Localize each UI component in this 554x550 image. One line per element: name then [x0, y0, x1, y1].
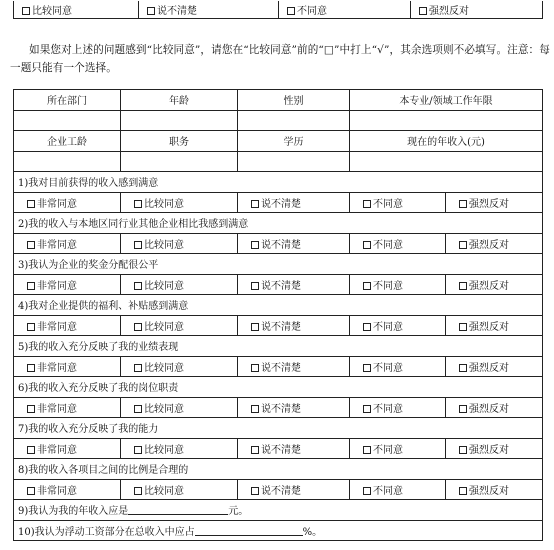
checkbox[interactable] — [134, 200, 142, 208]
input-annual-income[interactable] — [350, 151, 543, 172]
answer-row — [14, 356, 543, 377]
option-cell[interactable] — [238, 274, 350, 295]
option-cell[interactable] — [14, 274, 121, 295]
option-cell[interactable] — [350, 479, 446, 500]
option-label: 非常同意 — [37, 362, 77, 374]
option-cell[interactable] — [14, 356, 121, 377]
option-cell[interactable] — [446, 479, 543, 500]
option-label: 比较同意 — [144, 321, 184, 333]
option-label: 强烈反对 — [469, 198, 509, 210]
info-header-row — [14, 90, 543, 111]
checkbox[interactable] — [251, 282, 259, 290]
question-text: 3)我认为企业的奖金分配很公平 — [14, 254, 543, 275]
checkbox[interactable] — [287, 7, 295, 15]
option-label: 比较同意 — [144, 362, 184, 374]
checkbox[interactable] — [363, 241, 371, 249]
option-label: 不同意 — [373, 198, 403, 210]
option-label: 说不清楚 — [261, 321, 301, 333]
option-cell[interactable] — [238, 192, 350, 213]
option-cell[interactable] — [238, 479, 350, 500]
floating-pay-percent-blank[interactable] — [195, 525, 303, 536]
checkbox[interactable] — [363, 200, 371, 208]
checkbox[interactable] — [363, 446, 371, 454]
option-label: 强烈反对 — [469, 280, 509, 292]
input-gender[interactable] — [238, 110, 350, 131]
option-cell[interactable] — [121, 479, 238, 500]
option-cell[interactable] — [14, 438, 121, 459]
checkbox[interactable] — [459, 282, 467, 290]
input-company-years[interactable] — [14, 151, 121, 172]
checkbox[interactable] — [251, 323, 259, 331]
checkbox[interactable] — [363, 282, 371, 290]
checkbox[interactable] — [251, 200, 259, 208]
question-10-row — [14, 520, 543, 541]
question-10-text: 10)我认为浮动工资部分在总收入中应占 — [18, 526, 195, 538]
question-text: 2)我的收入与本地区同行业其他企业相比我感到满意 — [14, 213, 543, 234]
option-cell[interactable] — [446, 356, 543, 377]
option-cell[interactable] — [121, 192, 238, 213]
question-text: 8)我的收入各项目之间的比例是合理的 — [14, 459, 543, 480]
checkbox[interactable] — [22, 7, 30, 15]
checkbox[interactable] — [419, 7, 427, 15]
option-cell[interactable] — [238, 356, 350, 377]
option-cell[interactable] — [121, 397, 238, 418]
option-label: 不同意 — [373, 280, 403, 292]
option-label: 说不清楚 — [261, 362, 301, 374]
option-cell[interactable] — [14, 315, 121, 336]
question-9-text: 9)我认为我的年收入应是 — [18, 506, 129, 518]
option-cell[interactable] — [121, 274, 238, 295]
header-company-years: 企业工龄 — [14, 131, 121, 152]
previous-question-options — [13, 1, 543, 19]
question-text: 7)我的收入充分反映了我的能力 — [14, 418, 543, 439]
option-label: 说不清楚 — [261, 485, 301, 497]
option-cell[interactable] — [446, 438, 543, 459]
option-label: 不同意 — [373, 444, 403, 456]
option-label: 比较同意 — [144, 198, 184, 210]
instructions: 如果您对上述的问题感到“比较同意”，请您在“比较同意”前的“□”中打上“√”，其余选项则不必填写。注意：每一题只能有一个选择。 — [10, 44, 550, 74]
option-label: 强烈反对 — [469, 403, 509, 415]
option-label: 说不清楚 — [261, 280, 301, 292]
option-label: 比较同意 — [144, 485, 184, 497]
question-text: 6)我的收入充分反映了我的岗位职责 — [14, 377, 543, 398]
option-label: 比较同意 — [144, 403, 184, 415]
checkbox[interactable] — [251, 364, 259, 372]
question-9-row — [14, 500, 543, 521]
option-cell[interactable] — [238, 438, 350, 459]
answer-row — [14, 233, 543, 254]
answer-row — [14, 274, 543, 295]
option-label: 非常同意 — [37, 403, 77, 415]
option-cell[interactable] — [14, 397, 121, 418]
question-9 — [14, 500, 543, 521]
option-label: 不同意 — [373, 403, 403, 415]
checkbox[interactable] — [27, 200, 35, 208]
option-cell[interactable] — [238, 397, 350, 418]
answer-row — [14, 397, 543, 418]
checkbox[interactable] — [459, 446, 467, 454]
checkbox[interactable] — [134, 282, 142, 290]
checkbox[interactable] — [459, 364, 467, 372]
checkbox[interactable] — [27, 364, 35, 372]
option-cell[interactable] — [350, 192, 446, 213]
option-label: 非常同意 — [37, 239, 77, 251]
option-label: 非常同意 — [37, 321, 77, 333]
option-cell[interactable] — [14, 233, 121, 254]
question-10-suffix: %。 — [302, 526, 323, 538]
option-label: 非常同意 — [37, 485, 77, 497]
option-cell[interactable] — [14, 1, 139, 19]
option-label: 比较同意 — [144, 239, 184, 251]
input-department[interactable] — [14, 110, 121, 131]
checkbox[interactable] — [459, 405, 467, 413]
header-position: 职务 — [121, 131, 238, 152]
checkbox[interactable] — [27, 487, 35, 495]
checkbox[interactable] — [363, 487, 371, 495]
option-label: 强烈反对 — [469, 485, 509, 497]
option-cell[interactable] — [350, 438, 446, 459]
question-text: 1)我对目前获得的收入感到满意 — [14, 172, 543, 193]
option-label: 强烈反对 — [469, 444, 509, 456]
option-label: 强烈反对 — [469, 321, 509, 333]
checkbox[interactable] — [27, 241, 35, 249]
option-cell[interactable] — [139, 1, 279, 19]
option-cell[interactable] — [446, 192, 543, 213]
header-work-years: 本专业/领域工作年限 — [350, 90, 543, 111]
option-cell[interactable] — [238, 233, 350, 254]
option-label: 说不清楚 — [261, 198, 301, 210]
option-label: 不同意 — [373, 485, 403, 497]
header-department: 所在部门 — [14, 90, 121, 111]
option-label: 说不清楚 — [261, 444, 301, 456]
header-education: 学历 — [238, 131, 350, 152]
option-cell[interactable] — [279, 1, 411, 19]
checkbox[interactable] — [134, 487, 142, 495]
option-label: 比较同意 — [144, 280, 184, 292]
info-input-row — [14, 110, 543, 131]
checkbox[interactable] — [134, 364, 142, 372]
checkbox[interactable] — [251, 405, 259, 413]
header-annual-income: 现在的年收入(元) — [350, 131, 543, 152]
header-gender: 性别 — [238, 90, 350, 111]
checkbox[interactable] — [363, 323, 371, 331]
answer-row — [14, 192, 543, 213]
option-cell[interactable] — [121, 438, 238, 459]
question-10 — [14, 520, 543, 541]
checkbox[interactable] — [134, 446, 142, 454]
checkbox[interactable] — [459, 487, 467, 495]
option-label: 非常同意 — [37, 280, 77, 292]
checkbox[interactable] — [134, 323, 142, 331]
question-9-suffix: 元。 — [228, 506, 249, 518]
option-label: 说不清楚 — [261, 403, 301, 415]
option-label: 强烈反对 — [429, 6, 469, 17]
option-label: 强烈反对 — [469, 362, 509, 374]
checkbox[interactable] — [27, 323, 35, 331]
option-cell[interactable] — [446, 397, 543, 418]
header-age: 年龄 — [121, 90, 238, 111]
checkbox[interactable] — [27, 405, 35, 413]
checkbox[interactable] — [147, 7, 155, 15]
questionnaire-table — [13, 89, 543, 541]
answer-row — [14, 479, 543, 500]
checkbox[interactable] — [134, 241, 142, 249]
annual-income-blank[interactable] — [128, 504, 228, 515]
option-cell[interactable] — [14, 192, 121, 213]
option-label: 非常同意 — [37, 444, 77, 456]
option-label: 说不清楚 — [157, 6, 197, 17]
checkbox[interactable] — [27, 446, 35, 454]
option-cell[interactable] — [350, 356, 446, 377]
option-cell[interactable] — [14, 479, 121, 500]
option-label: 说不清楚 — [261, 239, 301, 251]
checkbox[interactable] — [459, 200, 467, 208]
option-cell[interactable] — [446, 315, 543, 336]
option-cell[interactable] — [121, 356, 238, 377]
option-cell[interactable] — [446, 274, 543, 295]
option-cell[interactable] — [350, 233, 446, 254]
checkbox[interactable] — [459, 323, 467, 331]
answer-row — [14, 315, 543, 336]
info-input-row — [14, 151, 543, 172]
option-cell[interactable] — [411, 1, 543, 19]
checkbox[interactable] — [134, 405, 142, 413]
checkbox[interactable] — [459, 241, 467, 249]
input-education[interactable] — [238, 151, 350, 172]
input-work-years[interactable] — [350, 110, 543, 131]
option-cell[interactable] — [238, 315, 350, 336]
option-label: 比较同意 — [144, 444, 184, 456]
checkbox[interactable] — [363, 405, 371, 413]
option-cell[interactable] — [350, 397, 446, 418]
checkbox[interactable] — [251, 241, 259, 249]
input-position[interactable] — [121, 151, 238, 172]
option-label: 非常同意 — [37, 198, 77, 210]
answer-row — [14, 438, 543, 459]
question-text: 5)我的收入充分反映了我的业绩表现 — [14, 336, 543, 357]
checkbox[interactable] — [363, 364, 371, 372]
checkbox[interactable] — [251, 446, 259, 454]
info-header-row — [14, 131, 543, 152]
option-cell[interactable] — [446, 233, 543, 254]
option-label: 不同意 — [373, 362, 403, 374]
input-age[interactable] — [121, 110, 238, 131]
question-text: 4)我对企业提供的福利、补贴感到满意 — [14, 295, 543, 316]
option-label: 不同意 — [373, 321, 403, 333]
option-cell[interactable] — [121, 315, 238, 336]
checkbox[interactable] — [27, 282, 35, 290]
option-label: 强烈反对 — [469, 239, 509, 251]
option-label: 不同意 — [297, 6, 327, 17]
option-cell[interactable] — [350, 315, 446, 336]
checkbox[interactable] — [251, 487, 259, 495]
option-cell[interactable] — [121, 233, 238, 254]
option-label: 不同意 — [373, 239, 403, 251]
option-cell[interactable] — [350, 274, 446, 295]
option-label: 比较同意 — [32, 6, 72, 17]
